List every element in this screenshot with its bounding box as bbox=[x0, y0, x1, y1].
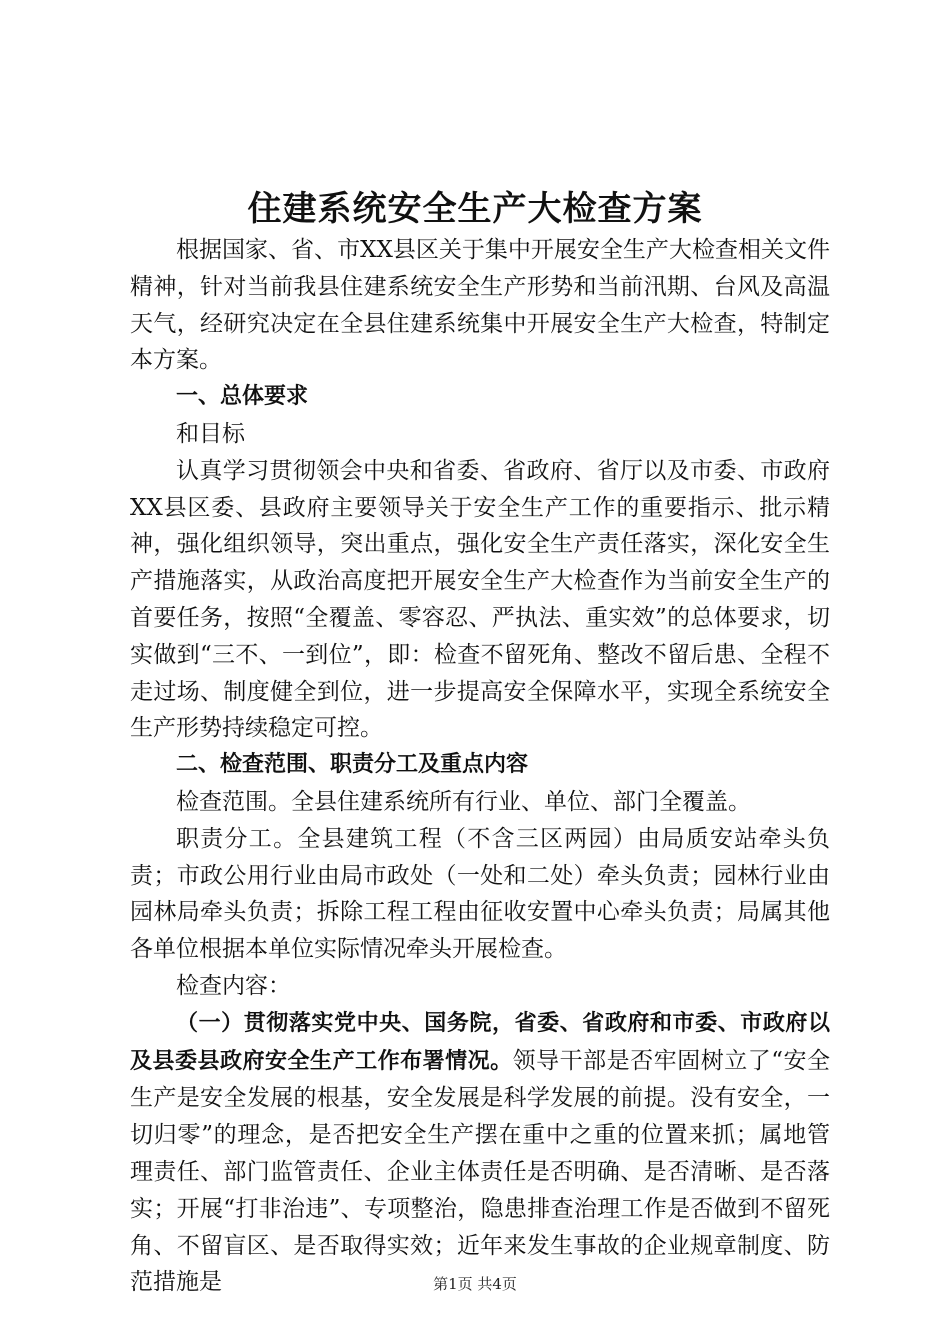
section-heading-1: 一、总体要求 bbox=[176, 384, 309, 410]
paragraph-duties: 职责分工。全县建筑工程（不含三区两园）由局质安站牵头负责；市政公用行业由局市政处（一处和二处）牵头负责；园林行业由园林局牵头负责；拆除工程工程由征收安置中心牵头负责；局属其他各单位根据本单位实际情况牵头开展检查。 bbox=[130, 825, 830, 963]
item-1-heading: （一）贯彻落实党中央、国务院，省委、省政府和市委、市政府以及县委县政府安全生产工作布署情况。 bbox=[130, 1010, 830, 1074]
paragraph-goal: 和目标 bbox=[176, 420, 245, 447]
page-footer: 第1页 共4页 bbox=[433, 1275, 517, 1293]
paragraph-scope: 检查范围。全县住建系统所有行业、单位、部门全覆盖。 bbox=[176, 788, 751, 815]
paragraph-intro: 根据国家、省、市XX县区关于集中开展安全生产大检查相关文件精神，针对当前我县住建系统安全生产形势和当前汛期、台风及高温天气，经研究决定在全县住建系统集中开展安全生产大检查，特制定本方案。 bbox=[130, 237, 830, 374]
paragraph-item-1 bbox=[130, 1005, 830, 1301]
paragraph-requirements: 认真学习贯彻领会中央和省委、省政府、省厅以及市委、市政府XX县区委、县政府主要领导关于安全生产工作的重要指示、批示精神，强化组织领导，突出重点，强化安全生产责任落实，深化安全生产措施落实，从政治高度把开展安全生产大检查作为当前安全生产的首要任务，按照“全覆盖、零容忍、严执法、重实效”的总体要求，切实做到“三不、一到位”，即：检查不留死角、整改不留后患、全程不走过场、制度健全到位，进一步提高安全保障水平，实现全系统安全生产形势持续稳定可控。 bbox=[130, 457, 830, 742]
paragraph-content-label: 检查内容： bbox=[176, 972, 291, 999]
document-body bbox=[130, 232, 830, 1301]
document-title: 住建系统安全生产大检查方案 bbox=[247, 189, 703, 229]
section-heading-2: 二、检查范围、职责分工及重点内容 bbox=[176, 752, 529, 778]
item-1-text: 领导干部是否牢固树立了“安全生产是安全发展的根基，安全发展是科学发展的前提。没有安全，一切归零”的理念，是否把安全生产摆在重中之重的位置来抓；属地管理责任、部门监管责任、企业主体责任是否明确、是否清晰、是否落实；开展“打非治违”、专项整治，隐患排查治理工作是否做到不留死角、不留盲区、是否取得实效；近年来发生事故的企业规章制度、防范措施是 bbox=[130, 1047, 830, 1296]
